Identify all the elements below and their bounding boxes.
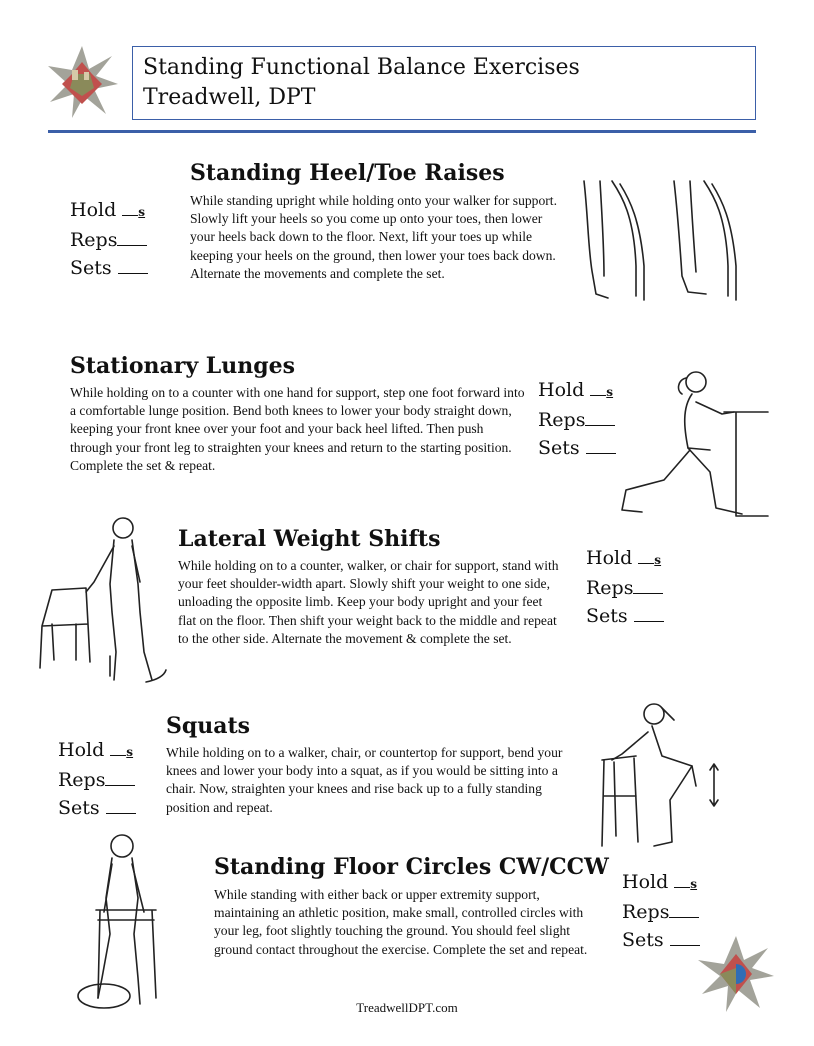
- prescription-lateral-shifts: Hold s Reps Sets: [586, 544, 664, 630]
- exercise-description: While holding on to a walker, chair, or countertop for support, bend your knees and lower your body into a squat, as if you would be sitting into a chair. Now, straighten your knees and rise back up to a fully standing position and repeat.: [166, 745, 563, 815]
- page-title: Standing Functional Balance Exercises: [143, 55, 580, 80]
- prescription-lunges: Hold s Reps Sets: [538, 376, 616, 462]
- hold-blank[interactable]: [110, 739, 126, 756]
- hold-unit: s: [138, 205, 146, 219]
- header-title-box: [132, 46, 756, 120]
- sets-blank[interactable]: [106, 797, 136, 814]
- sets-blank[interactable]: [634, 605, 664, 622]
- exercise-description: While holding on to a counter with one hand for support, step one foot forward into a comfortable lunge position. Bend both knees to lower your body straight down, keeping your front knee over your foot and your back heel lifted. Then push through your front leg to straighten your knees and return to the starting position. Complete the set & repeat.: [70, 385, 525, 473]
- prescription-floor-circles: Hold s Reps Sets: [622, 868, 700, 954]
- reps-label: Reps: [70, 229, 118, 251]
- header-divider: [48, 130, 756, 133]
- hold-blank[interactable]: [638, 547, 654, 564]
- hold-blank[interactable]: [590, 379, 606, 396]
- hold-blank[interactable]: [674, 871, 690, 888]
- exercise-description: While holding on to a counter, walker, or chair for support, stand with your feet shoulder-width apart. Slowly shift your weight to one side, unloading the opposite limb. Keep your body upright and your feet flat on the floor. Then shift your weight back to the middle and repeat to the other side. Alternate the movement & complete the set.: [178, 558, 559, 646]
- exercise-title: Squats: [166, 713, 251, 739]
- exercise-title: Standing Heel/Toe Raises: [190, 160, 505, 186]
- footer-website: TreadwellDPT.com: [356, 1000, 458, 1015]
- exercise-description: While standing upright while holding onto your walker for support. Slowly lift your heels so you come up onto your toes, then lower your heels back down to the floor. Next, lift your toes up while keeping your heels on the ground, then lower your toes back down. Alternate the movements and complete the set.: [190, 193, 557, 281]
- sets-label: Sets: [70, 257, 112, 279]
- exercise-title: Stationary Lunges: [70, 353, 296, 379]
- reps-blank[interactable]: [633, 577, 663, 594]
- squat-illustration: [592, 696, 742, 854]
- lunge-illustration: [612, 362, 772, 522]
- page-subtitle: Treadwell, DPT: [143, 85, 316, 110]
- hold-blank[interactable]: [122, 199, 138, 216]
- heel-toe-raise-illustration: [574, 176, 750, 306]
- prescription-squats: Hold s Reps Sets: [58, 736, 136, 822]
- sets-blank[interactable]: [118, 257, 148, 274]
- hold-label: Hold: [70, 199, 117, 221]
- exercise-description: While standing with either back or upper extremity support, maintaining an athletic position, make small, controlled circles with your leg, foot slightly touching the ground. You should feel slight ground contact throughout the exercise. Complete the set and repeat.: [214, 887, 588, 957]
- logo-star-icon: [44, 44, 120, 120]
- floor-circles-illustration: [62, 828, 178, 1018]
- reps-blank[interactable]: [117, 229, 147, 246]
- reps-blank[interactable]: [585, 409, 615, 426]
- exercise-title: Lateral Weight Shifts: [178, 526, 441, 552]
- reps-blank[interactable]: [669, 901, 699, 918]
- lateral-shift-illustration: [28, 512, 178, 692]
- prescription-heel-toe: [70, 196, 148, 282]
- reps-blank[interactable]: [105, 769, 135, 786]
- exercise-title: Standing Floor Circles CW/CCW: [214, 854, 609, 880]
